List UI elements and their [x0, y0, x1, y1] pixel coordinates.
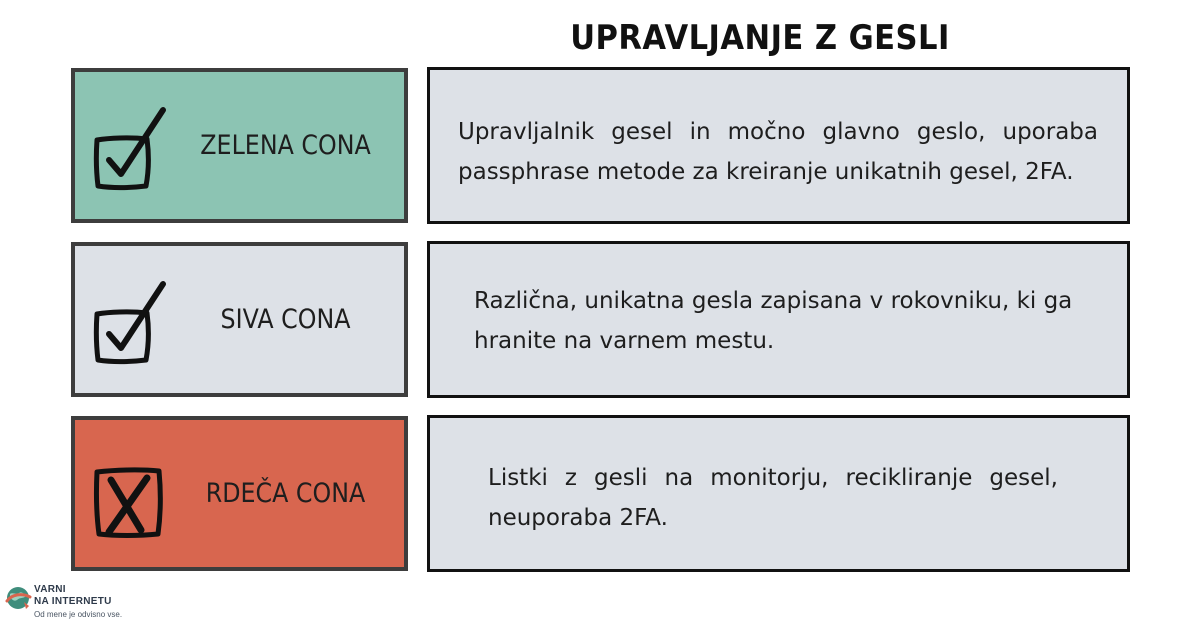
logo-text-line1: VARNI: [34, 584, 66, 595]
zone-label-red: RDEČA CONA: [205, 478, 366, 509]
zone-gray-description: Različna, unikatna gesla zapisana v rokovniku, ki ga hranite na varnem mestu.: [474, 288, 1073, 354]
checkbox-checked-icon: [89, 276, 169, 366]
logo-tagline: Od mene je odvisno vse.: [34, 610, 123, 619]
zone-label-gray: SIVA CONA: [220, 304, 351, 335]
zone-red-description-box: [427, 415, 1130, 572]
brand-logo[interactable]: [4, 584, 144, 624]
zone-green-description-box: [427, 67, 1130, 224]
globe-logo-icon: [4, 584, 32, 612]
checkbox-crossed-icon: [89, 450, 169, 540]
zone-green-box: [71, 68, 408, 223]
zone-label-green: ZELENA CONA: [200, 130, 371, 161]
logo-text-line2: NA INTERNETU: [34, 596, 112, 607]
page-title: UPRAVLJANJE Z GESLI: [570, 18, 950, 58]
zone-green-description: Upravljalnik gesel in močno glavno geslo, uporaba passphrase metode za kreiranje unikatnih gesel, 2FA.: [458, 119, 1098, 185]
zone-gray-box: [71, 242, 408, 397]
zone-red-description: Listki z gesli na monitorju, recikliranje gesel, neuporaba 2FA.: [488, 465, 1058, 531]
zone-gray-description-box: [427, 241, 1130, 398]
checkbox-checked-icon: [89, 102, 169, 192]
zone-red-box: [71, 416, 408, 571]
